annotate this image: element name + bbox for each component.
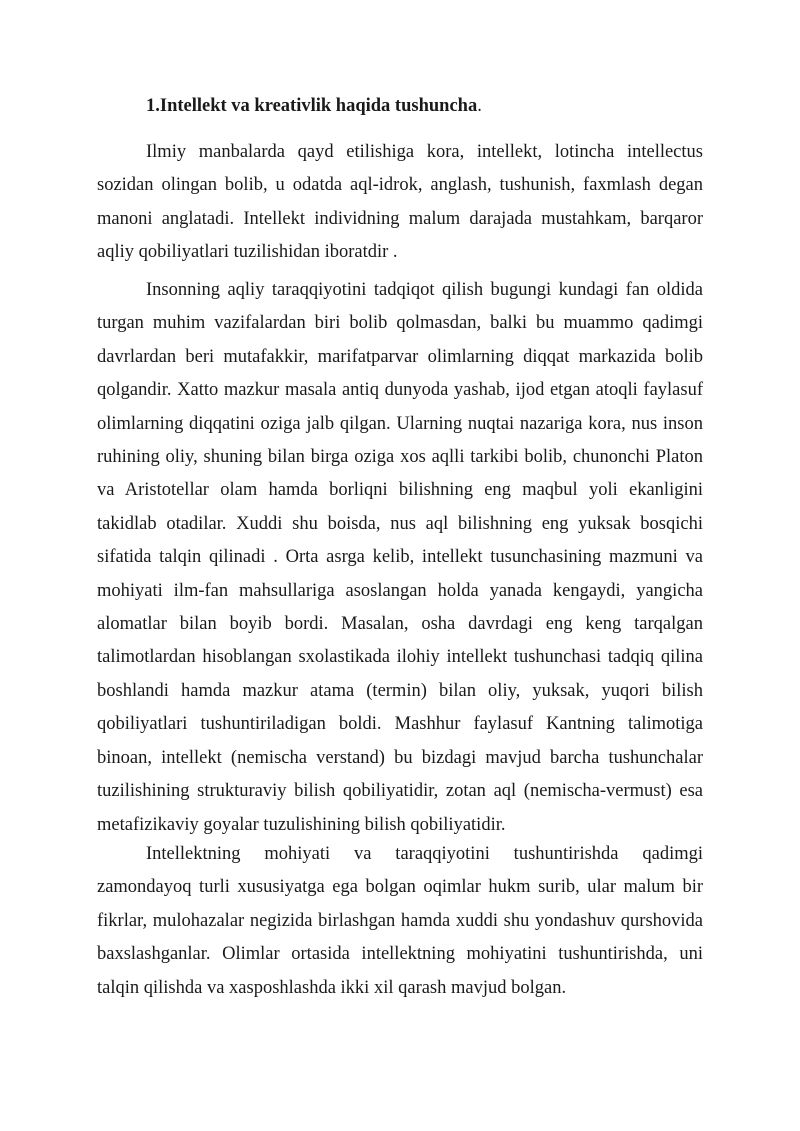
paragraph-1: Ilmiy manbalarda qayd etilishiga kora, intellekt, lotincha intellectus sozidan olingan bolib, u odatda aql-idrok, anglash, tushunish, faxmlash degan manoni anglatadi. Intellekt individning malum darajada mustahkam, barqaror aqliy qobiliyatlari tuzilishidan iboratdir .: [97, 142, 703, 263]
paragraph-2: Insonning aqliy taraqqiyotini tadqiqot qilish bugungi kundagi fan oldida turgan muhim vazifalardan biri bolib qolmasdan, balki bu muammo qadimgi davrlardan beri mutafakkir, marifatparvar olimlarning diqqat markazida bolib qolgandir. Xatto mazkur masala antiq dunyoda yashab, ijod etgan atoqli faylasuf olimlarning diqqatini oziga jalb qilgan. Ularning nuqtai nazariga kora, nus inson ruhining oliy, shuning bilan birga oziga xos aqlli tarkibi bolib, chunonchi Platon va Aristotellar olam hamda borliqni bilishning eng maqbul yoli ekanligini takidlab otadilar. Xuddi shu boisda, nus aql bilishning eng yuksak bosqichi sifatida talqin qilinadi . Orta asrga kelib, intellekt tusunchasining mazmuni va mohiyati ilm-fan mahsullariga asoslangan holda yanada kengaydi, yangicha alomatlar bilan boyib bordi. Masalan, osha davrdagi eng keng tarqalgan talimotlardan hisoblangan sxolastikada ilohiy intellekt tushunchasi tadqiq qilina boshlandi hamda mazkur atama (termin) bilan oliy, yuksak, yuqori bilish qobiliyatlari tushuntiriladigan boldi. Mashhur faylasuf Kantning talimotiga binoan, intellekt (nemischa verstand) bu bizdagi mavjud barcha tushunchalar tuzilishining strukturaviy bilish qobiliyatidir, zotan aql (nemischa-vermust) esa metafizikaviy goyalar tuzulishining bilish qobiliyatidir.: [97, 280, 703, 835]
section-heading-text: 1.Intellekt va kreativlik haqida tushuncha: [146, 96, 478, 116]
paragraph-3: Intellektning mohiyati va taraqqiyotini tushuntirishda qadimgi zamondayoq turli xususiyatga ega bolgan oqimlar hukm surib, ular malum bir fikrlar, mulohazalar negizida birlashgan hamda xuddi shu yondashuv qurshovida baxslashganlar. Olimlar ortasida intellektning mohiyatini tushuntirishda, uni talqin qilishda va xasposhlashda ikki xil qarash mavjud bolgan.: [97, 844, 703, 998]
section-heading-period: .: [477, 96, 482, 116]
section-heading: [146, 92, 482, 120]
